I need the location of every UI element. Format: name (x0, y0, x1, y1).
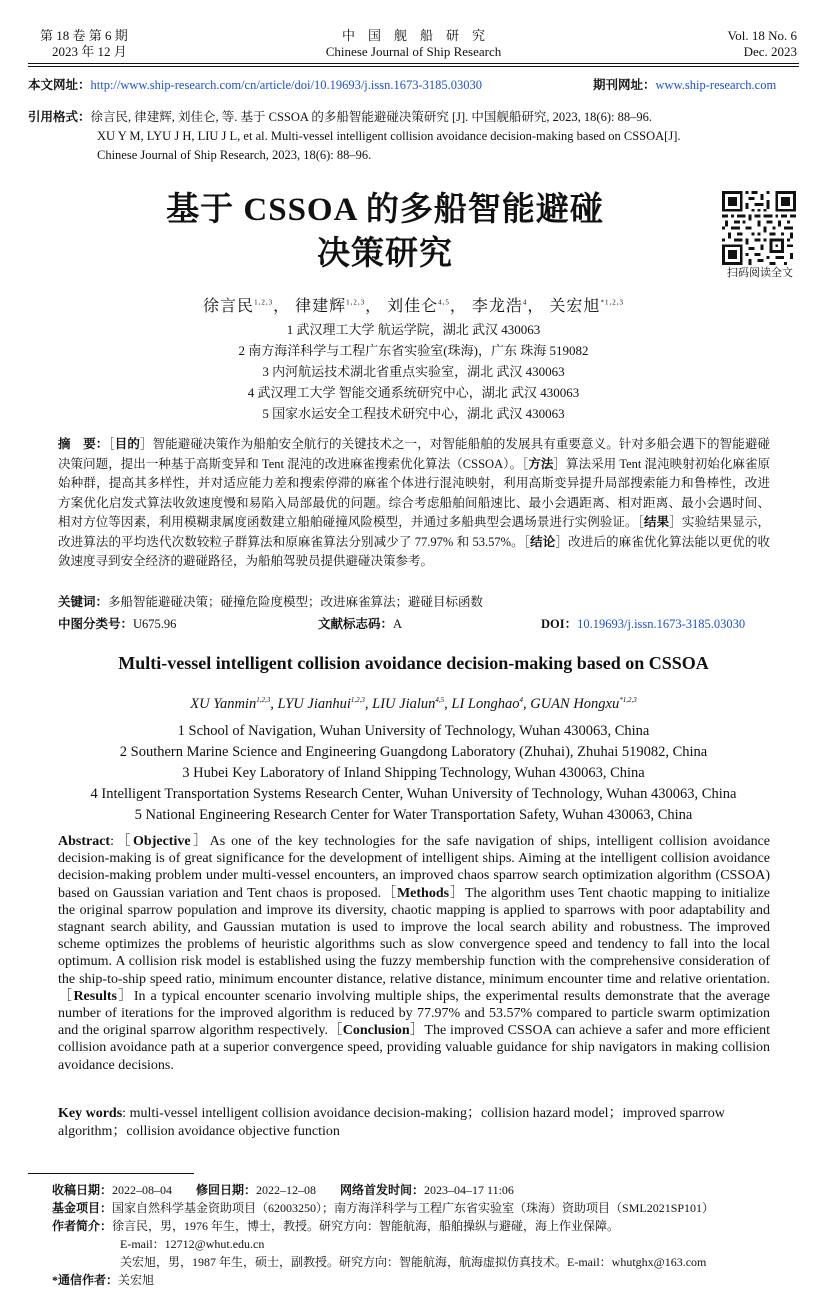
header-left (40, 28, 128, 60)
author-name: 李龙浩 (471, 298, 523, 315)
affiliation-en: 5 National Engineering Research Center for Water Transportation Safety, Wuhan 430063, China (134, 807, 693, 823)
dates-line (52, 1181, 812, 1199)
footnote-rule (28, 1173, 194, 1174)
clc-number (58, 614, 176, 632)
abstract-cn-result-tag: 结果 (644, 515, 670, 529)
journal-url-row (593, 76, 776, 95)
bio-email-1: E-mail：12712@whut.edu.cn (120, 1237, 265, 1251)
abstract-en-result-tag: Results (73, 988, 117, 1004)
header-rule (28, 66, 799, 67)
doi-link[interactable]: 10.19693/j.issn.1673-3185.03030 (577, 617, 746, 631)
clc-label: 中图分类号： (58, 617, 134, 631)
author-affil-sup: 1,2,3 (346, 298, 366, 307)
author-affil-sup: 4,5 (438, 298, 450, 307)
citation-en-1: XU Y M, LYU J H, LIU J L, et al. Multi-vessel intelligent collision avoidance decision-making based on CSSOA[J]. (97, 129, 681, 143)
author-affil-sup: 1,2,3 (256, 696, 271, 705)
fund-label: 基金项目： (52, 1201, 113, 1215)
abstract-cn-objective: 智能避碰决策作为船舶安全航行的关键技术之一，对智能船舶的发展具有重要意义。针对多船会遇下的智能避碰决策问题，提出一种基于高斯变异和 Tent 混沌的改进麻雀搜索优化算法（CSSOA）。 (58, 437, 770, 471)
article-url-row (28, 76, 482, 95)
affiliation-en: 2 Southern Marine Science and Engineering Guangdong Laboratory (Zhuhai), Zhuhai 519082, China (119, 744, 708, 760)
abstract-cn-objective-tag: 目的 (114, 437, 140, 451)
corresponding-label: *通信作者： (52, 1273, 119, 1287)
revised-label: 修回日期： (196, 1183, 257, 1197)
affiliation-cn: 2 南方海洋科学与工程广东省实验室(珠海)，广东 珠海 519082 (238, 343, 589, 358)
abstract-cn-result: 实验结果显示，改进算法的平均迭代次数较粒子群算法和原麻雀算法分别减少了 77.97% 和 53.57%。 (58, 515, 770, 549)
keywords-cn-text: 多船智能避碰决策；碰撞危险度模型；改进麻雀算法；避碰目标函数 (108, 595, 484, 609)
author-name: LI Longhao (451, 696, 520, 712)
online-label: 网络首发时间： (340, 1183, 425, 1197)
received-date: 2022–08–04 (112, 1183, 173, 1197)
affiliation-cn: 3 内河航运技术湖北省重点实验室，湖北 武汉 430063 (262, 364, 565, 379)
volume-cn: 第 18 卷 第 6 期 (40, 28, 128, 43)
journal-url-link[interactable]: www.ship-research.com (655, 78, 777, 92)
doccode-value: A (393, 617, 403, 631)
keywords-en-label: Key words (58, 1106, 123, 1121)
clc-value: U675.96 (133, 617, 177, 631)
journal-name-en: Chinese Journal of Ship Research (325, 44, 502, 59)
author-name: LIU Jialun (372, 696, 436, 712)
qr-caption: 扫码阅读全文 (727, 267, 793, 279)
citation (28, 108, 808, 165)
online-date: 2023–04–17 11:06 (424, 1183, 514, 1197)
abstract-en-result: In a typical encounter scenario involving multiple ships, the experimental results demonstrate that the average number of iterations for the improved algorithm is reduced by 77.97% and 53.57% compared to particle swarm optimization and the original sparrow algorithm respectively. (58, 988, 771, 1039)
author-affil-sup: 4 (522, 298, 528, 307)
author-name: LYU Jianhui (277, 696, 351, 712)
title-en: Multi-vessel intelligent collision avoidance decision-making based on CSSOA (118, 653, 709, 673)
authors-en: XU Yanmin$^{1,2,3}$, LYU Jianhui$^{1,2,3}$, LIU Jialun$^{4,5}$, LI Longhao$^4$, GUAN Hongxu$^{*1,2,3}$ (190, 696, 637, 712)
author-affil-sup: *1,2,3 (619, 696, 637, 705)
header-journal (250, 28, 577, 60)
document-code (318, 614, 402, 632)
journal-url-label: 期刊网址： (593, 78, 656, 92)
keywords-en: Key words: multi-vessel intelligent collision avoidance decision-making；collision hazard model；improved sparrow algorithm；collision avoidance objective function (58, 1106, 725, 1139)
author-affil-sup: 4 (519, 696, 523, 705)
article-url-label: 本文网址： (28, 78, 91, 92)
author-name: 律建辉 (295, 298, 347, 315)
abstract-en-conclusion-tag: Conclusion (342, 1023, 410, 1039)
author-name: 关宏旭 (549, 298, 601, 315)
abstract-cn-conclusion: 改进后的麻雀优化算法能以更优的收敛速度寻到安全经济的避碰路径，为船舶驾驶员提供避碰决策参考。 (58, 534, 770, 568)
header-right (728, 28, 797, 60)
doi (541, 614, 745, 632)
fund-text: 国家自然科学基金资助项目（62003250）；南方海洋科学与工程广东省实验室（珠海）资助项目（SML2021SP101） (112, 1201, 715, 1215)
date-en: Dec. 2023 (743, 44, 797, 59)
received-label: 收稿日期： (52, 1183, 113, 1197)
abstract-cn-method: 算法采用 Tent 混沌映射初始化麻雀原始种群，提高其多样性，并对适应能力差和搜索停滞的麻雀个体进行混沌映射，利用高斯变异提升局部搜索能力和鲁棒性，改进方案优化启发式算法收敛速度慢和易陷入局部最优的问题。综合考虑船舶间船速比、最小会遇距离、相对距离、最小会遇时间、相对方位等因素，利用模糊隶属度函数建立船舶碰撞风险模型，并通过多船典型会遇场景进行实例验证。 (58, 456, 770, 529)
bio-text-2: 关宏旭，男，1987 年生，硕士，副教授。研究方向：智能航海，航海虚拟仿真技术。E-mail：whutghx@163.com (120, 1255, 707, 1269)
volume-en: Vol. 18 No. 6 (727, 28, 797, 43)
corresponding-line (52, 1271, 812, 1289)
abstract-en-objective-tag: Objective (133, 834, 191, 849)
keywords-cn-label: 关键词： (58, 595, 109, 609)
bio-text-1: 徐言民，男，1976 年生，博士，教授。研究方向：智能航海，船舶操纵与避碰，海上作业保障。 (112, 1219, 620, 1233)
keywords-cn (58, 592, 770, 610)
author-name: 刘佳仑 (387, 298, 439, 315)
abstract-en: Abstract:［Objective］As one of the key technologies for the safe navigation of ships, intelligent collision avoidance decision-making is of great significance for the development of intelligent ships. Aiming at the intelligent collision avoidance decision-making problem under multi-vessel encounters, an improved chaos sparrow search optimization algorithm (CSSOA) based on Gaussian variation and Tent chaos is proposed.［Methods］The algorithm uses Tent chaotic mapping to initialize the original sparrow population and improve its diversity, chaotic mapping is applied to sparrows with poor adaptability and stagnant search ability, and Gaussian mutation is used to improve the local search ability and robustness. The improved scheme optimizes the problems of heuristic algorithms such as slow convergence speed and tendency to fall into the local optimum. A collision risk model is established using the fuzzy membership function with the comprehensive consideration of the ship-to-ship speed ratio, minimum encounter distance, relative distance, minimum encounter time and relative orientation.［Results］In a typical encounter scenario involving multiple ships, the experimental results demonstrate that the average number of iterations for the improved algorithm is reduced by 77.97% and 53.57% compared to particle swarm optimization and the original sparrow algorithm respectively.［Conclusion］The improved CSSOA can achieve a safer and more efficient collision avoidance path at a superior convergence speed, providing valuable guidance for ship navigators in making collision avoidance decisions. (58, 834, 771, 1073)
affiliation-cn: 5 国家水运安全工程技术研究中心，湖北 武汉 430063 (262, 406, 565, 421)
authors-cn: 徐言民$^{1,2,3}$， 律建辉$^{1,2,3}$， 刘佳仑$^{4,5}$， 李龙浩$^4$， 关宏旭$^{*1,2,3}$ (203, 298, 624, 315)
title-cn-line2: 决策研究 (317, 236, 453, 272)
abstract-en-method: The algorithm uses Tent chaotic mapping to initialize the original sparrow population and improve its diversity, chaotic mapping is applied to sparrows with poor adaptability and stagnant search ability, and Gaussian mutation is used to improve the local search ability and robustness. The improved scheme optimizes the problems of heuristic algorithms such as slow convergence speed and tendency to fall into the local optimum. A collision risk model is established using the fuzzy membership function with the comprehensive consideration of the ship-to-ship speed ratio, minimum encounter distance, relative distance, minimum encounter time and relative orientation. (58, 885, 771, 987)
abstract-en-method-tag: Methods (396, 885, 450, 901)
author-affil-sup: *1,2,3 (600, 298, 624, 307)
affiliation-cn: 1 武汉理工大学 航运学院，湖北 武汉 430063 (286, 322, 541, 337)
abstract-cn-label: 摘 要： (58, 437, 109, 451)
fund-line (52, 1199, 812, 1217)
author-affil-sup: 4,5 (435, 696, 445, 705)
title-cn (100, 188, 670, 276)
title-cn-line1: 基于 CSSOA 的多船智能避碰 (166, 192, 604, 228)
author-name: XU Yanmin (190, 696, 257, 712)
citation-cn: 徐言民, 律建辉, 刘佳仑, 等. 基于 CSSOA 的多船智能避碰决策研究 [J]. 中国舰船研究, 2023, 18(6): 88–96. (90, 110, 652, 124)
abstract-en-objective: As one of the key technologies for the safe navigation of ships, intelligent collision avoidance decision-making is of great significance for the development of intelligent ships. Aiming at the intelligent collision avoidance decision-making problem under multi-vessel encounters, an improved chaos sparrow search optimization algorithm (CSSOA) based on Gaussian variation and Tent chaos is proposed. (58, 834, 771, 901)
affiliation-en: 1 School of Navigation, Wuhan University of Technology, Wuhan 430063, China (177, 723, 650, 739)
citation-label: 引用格式： (28, 110, 91, 124)
bio-line (52, 1217, 812, 1235)
date-cn: 2023 年 12 月 (52, 44, 127, 59)
abstract-cn-conclusion-tag: 结论 (530, 534, 556, 549)
abstract-en-label: Abstract (58, 834, 111, 849)
header-rule (28, 63, 799, 64)
revised-date: 2022–12–08 (256, 1183, 317, 1197)
affiliation-en: 3 Hubei Key Laboratory of Inland Shipping Technology, Wuhan 430063, China (182, 765, 645, 781)
bio-label: 作者简介： (52, 1219, 113, 1233)
author-affil-sup: 1,2,3 (350, 696, 365, 705)
doccode-label: 文献标志码： (318, 617, 394, 631)
abstract-cn-method-tag: 方法 (528, 456, 554, 471)
abstract-cn: 摘 要：［目的］智能避碰决策作为船舶安全航行的关键技术之一，对智能船舶的发展具有重要意义。针对多船会遇下的智能避碰决策问题，提出一种基于高斯变异和 Tent 混沌的改进麻雀搜索优化算法（CSSOA）。［方法］算法采用 Tent 混沌映射初始化麻雀原始种群，提高其多样性，并对适应能力差和搜索停滞的麻雀个体进行混沌映射，利用高斯变异提升局部搜索能力和鲁棒性，改进方案优化启发式算法收敛速度慢和易陷入局部最优的问题。综合考虑船舶间船速比、最小会遇距离、相对距离、最小会遇时间、相对方位等因素，利用模糊隶属度函数建立船舶碰撞风险模型，并通过多船典型会遇场景进行实例验证。［结果］实验结果显示，改进算法的平均迭代次数较粒子群算法和原麻雀算法分别减少了 77.97% 和 53.57%。［结论］改进后的麻雀优化算法能以更优的收敛速度寻到安全经济的避碰路径，为船舶驾驶员提供避碰决策参考。 (58, 437, 770, 568)
doi-label: DOI： (541, 617, 578, 631)
affiliation-cn: 4 武汉理工大学 智能交通系统研究中心，湖北 武汉 430063 (247, 385, 580, 400)
qr-code-icon[interactable] (722, 191, 796, 265)
abstract-en-conclusion: The improved CSSOA can achieve a safer and more efficient collision avoidance path at a superior convergence speed, providing valuable guidance for ship navigators in making collision avoidance decisions. (58, 1023, 771, 1073)
article-url-link[interactable]: http://www.ship-research.com/cn/article/doi/10.19693/j.issn.1673-3185.03030 (90, 78, 483, 92)
journal-name-cn: 中 国 舰 船 研 究 (341, 28, 485, 43)
affiliation-en: 4 Intelligent Transportation Systems Research Center, Wuhan University of Technology, Wuhan 430063, China (90, 786, 737, 802)
author-name: 徐言民 (203, 298, 255, 315)
author-affil-sup: 1,2,3 (254, 298, 274, 307)
keywords-en-text: multi-vessel intelligent collision avoidance decision-making；collision hazard model；improved sparrow algorithm；collision avoidance objective function (58, 1106, 725, 1139)
corresponding-author: 关宏旭 (118, 1273, 155, 1287)
footnotes (52, 1181, 812, 1289)
citation-en-2: Chinese Journal of Ship Research, 2023, 18(6): 88–96. (97, 148, 372, 162)
author-name: GUAN Hongxu (530, 696, 620, 712)
